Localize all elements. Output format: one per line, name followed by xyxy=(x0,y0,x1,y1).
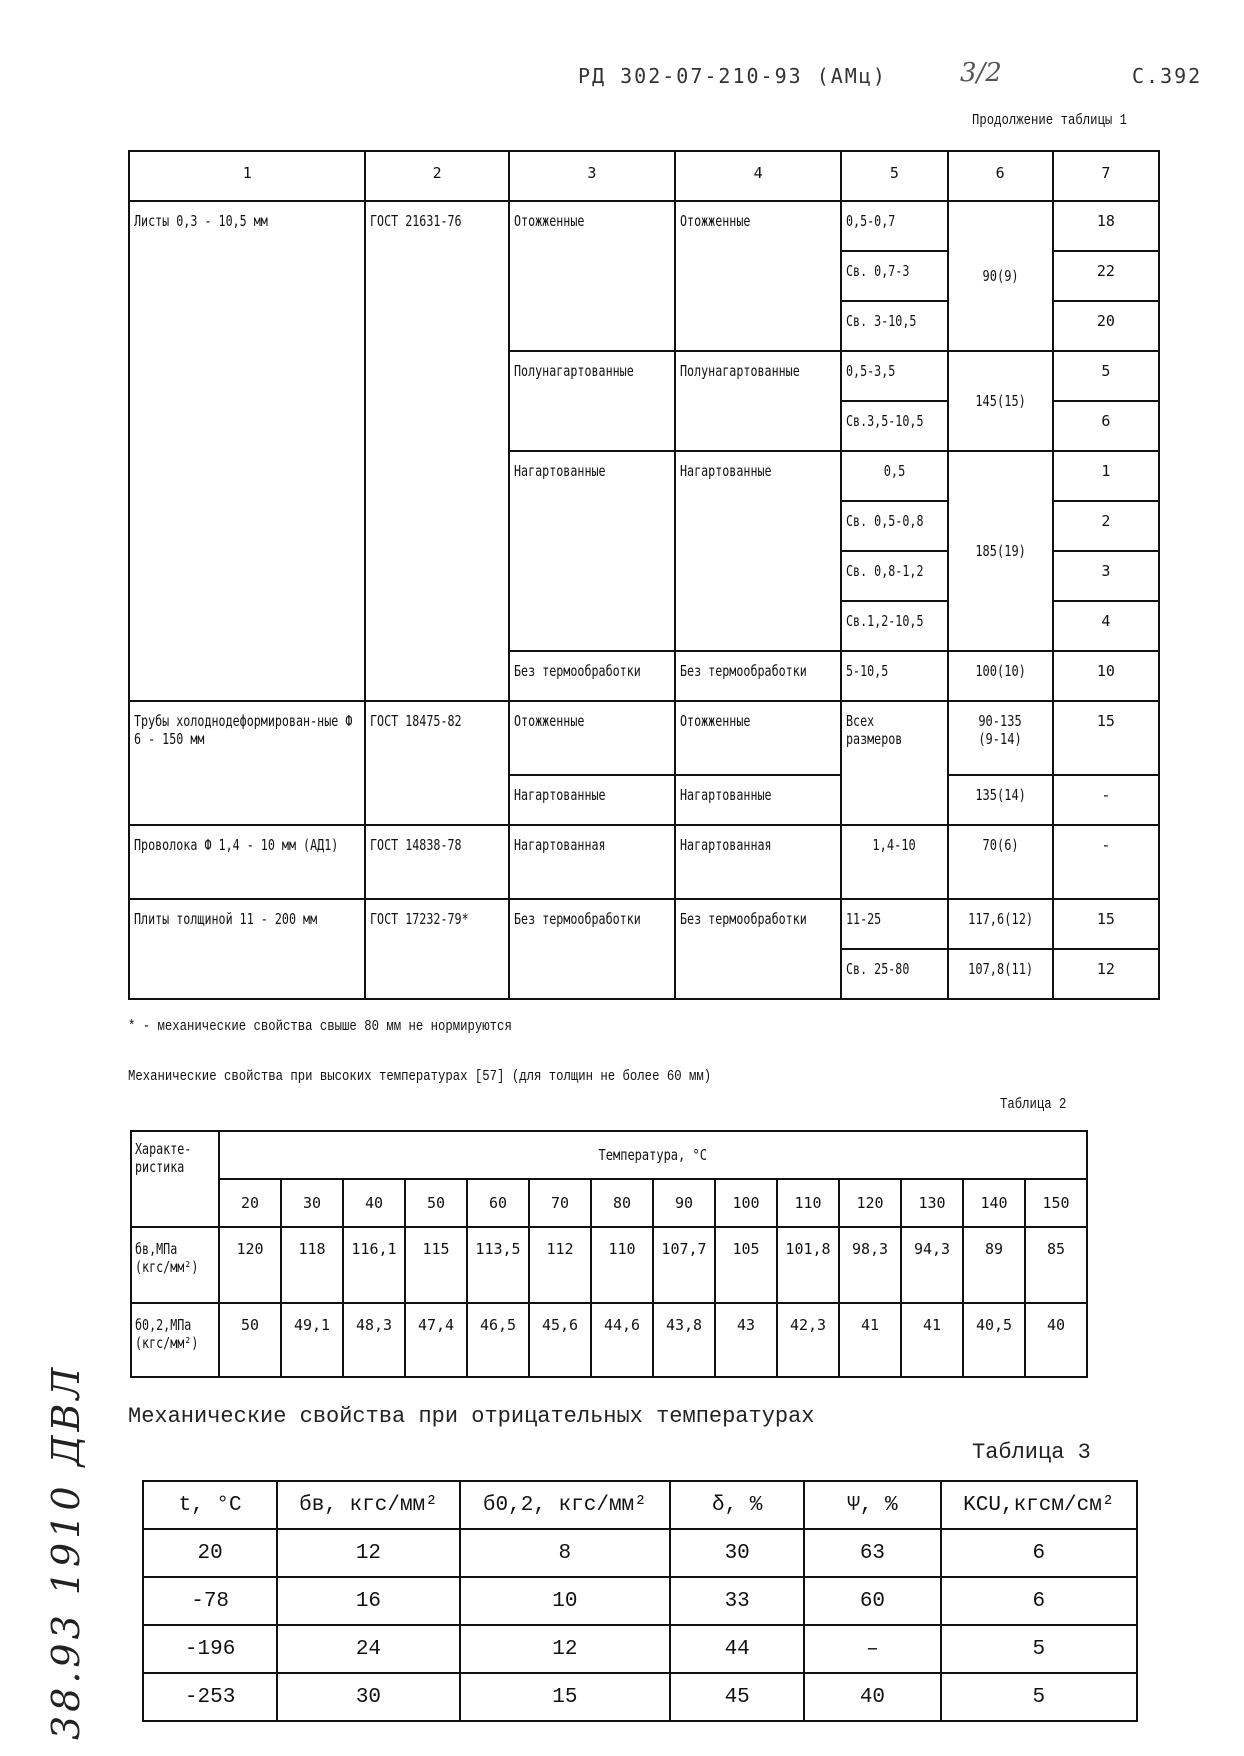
column-header: 6 xyxy=(948,151,1053,201)
elongation-cell: 15 xyxy=(1053,899,1159,949)
table2-caption: Механические свойства при высоких температурах [57] (для толщин не более 60 мм) xyxy=(128,1068,712,1085)
table-row xyxy=(129,201,1159,251)
table-row xyxy=(143,1673,1137,1721)
value-cell: 43 xyxy=(715,1303,777,1377)
value-cell: 47,4 xyxy=(405,1303,467,1377)
elongation-cell: 18 xyxy=(1053,201,1159,251)
standard-cell: ГОСТ 17232-79* xyxy=(365,899,508,999)
table-cell: – xyxy=(804,1625,940,1673)
elongation-cell: - xyxy=(1053,825,1159,899)
handwritten-margin-note: 38.93 1910 ДВЛ xyxy=(44,1363,88,1740)
table-row xyxy=(143,1625,1137,1673)
table-cell: 45 xyxy=(670,1673,804,1721)
temperature-row xyxy=(131,1179,1087,1227)
condition-cell: Полунагартованные xyxy=(509,351,675,451)
condition-cell: Без термообработки xyxy=(509,651,675,701)
table-row xyxy=(143,1529,1137,1577)
temperature-cell: 70 xyxy=(529,1179,591,1227)
thickness-cell: 11-25 xyxy=(841,899,947,949)
thickness-cell: 0,5-0,7 xyxy=(841,201,947,251)
standard-cell: ГОСТ 18475-82 xyxy=(365,701,508,825)
product-cell: Листы 0,3 - 10,5 мм xyxy=(129,201,365,701)
properties-table-1 xyxy=(128,150,1160,1000)
strength-cell: 145(15) xyxy=(948,351,1053,451)
column-header: 5 xyxy=(841,151,947,201)
thickness-cell: Св. 0,8-1,2 xyxy=(841,551,947,601)
condition-cell: Отожженные xyxy=(509,701,675,775)
temperature-cell: 120 xyxy=(839,1179,901,1227)
thickness-cell: Св. 3-10,5 xyxy=(841,301,947,351)
temperature-cell: 150 xyxy=(1025,1179,1087,1227)
strength-cell: 117,6(12) xyxy=(948,899,1053,949)
thickness-cell: 0,5-3,5 xyxy=(841,351,947,401)
value-cell: 116,1 xyxy=(343,1227,405,1303)
condition-cell: Без термообработки xyxy=(509,899,675,999)
table2-label: Таблица 2 xyxy=(1000,1096,1067,1113)
table-cell: 24 xyxy=(277,1625,459,1673)
table-cell: 5 xyxy=(941,1625,1137,1673)
standard-cell: ГОСТ 14838-78 xyxy=(365,825,508,899)
value-cell: 112 xyxy=(529,1227,591,1303)
table-cell: 44 xyxy=(670,1625,804,1673)
group-header-cell: Температура, °С xyxy=(219,1131,1087,1179)
elongation-cell: 5 xyxy=(1053,351,1159,401)
product-cell: Проволока Ф 1,4 - 10 мм (АД1) xyxy=(129,825,365,899)
value-cell: 98,3 xyxy=(839,1227,901,1303)
thickness-cell: Св.1,2-10,5 xyxy=(841,601,947,651)
temperature-cell: 100 xyxy=(715,1179,777,1227)
condition-cell: Полунагартованные xyxy=(675,351,841,451)
standard-cell: ГОСТ 21631-76 xyxy=(365,201,508,701)
table-row xyxy=(129,899,1159,949)
column-header: б0,2, кгс/мм² xyxy=(460,1481,670,1529)
strength-cell: 135(14) xyxy=(948,775,1053,825)
condition-cell: Нагартованные xyxy=(675,775,841,825)
elongation-cell: 2 xyxy=(1053,501,1159,551)
table-row xyxy=(143,1577,1137,1625)
row-header-cell: Характе-ристика xyxy=(131,1131,219,1227)
handwritten-mark: 3/2 xyxy=(960,58,1002,88)
value-cell: 45,6 xyxy=(529,1303,591,1377)
value-cell: 41 xyxy=(901,1303,963,1377)
table-header-row xyxy=(129,151,1159,201)
table-cell: 8 xyxy=(460,1529,670,1577)
table-cell: 60 xyxy=(804,1577,940,1625)
temperature-cell: 40 xyxy=(343,1179,405,1227)
column-header: t, °C xyxy=(143,1481,277,1529)
temperature-cell: 30 xyxy=(281,1179,343,1227)
value-cell: 107,7 xyxy=(653,1227,715,1303)
column-header: 1 xyxy=(129,151,365,201)
value-cell: 46,5 xyxy=(467,1303,529,1377)
condition-cell: Без термообработки xyxy=(675,651,841,701)
value-cell: 43,8 xyxy=(653,1303,715,1377)
temperature-cell: 140 xyxy=(963,1179,1025,1227)
condition-cell: Нагартованная xyxy=(509,825,675,899)
elongation-cell: 3 xyxy=(1053,551,1159,601)
table-row xyxy=(131,1303,1087,1377)
product-cell: Трубы холоднодеформирован-ные Ф 6 - 150 мм xyxy=(129,701,365,825)
table3-caption: Механические свойства при отрицательных температурах xyxy=(128,1404,815,1429)
document-code: РД 302-07-210-93 (АМц) xyxy=(578,64,887,88)
table-cell: 10 xyxy=(460,1577,670,1625)
characteristic-cell: бв,МПа (кгс/мм²) xyxy=(131,1227,219,1303)
low-temperature-table xyxy=(142,1480,1138,1722)
high-temperature-table xyxy=(130,1130,1088,1378)
strength-cell: 100(10) xyxy=(948,651,1053,701)
table-cell: 20 xyxy=(143,1529,277,1577)
condition-cell: Отожженные xyxy=(675,701,841,775)
value-cell: 118 xyxy=(281,1227,343,1303)
thickness-cell: Св.3,5-10,5 xyxy=(841,401,947,451)
table-cell: 5 xyxy=(941,1673,1137,1721)
temperature-cell: 90 xyxy=(653,1179,715,1227)
elongation-cell: 6 xyxy=(1053,401,1159,451)
column-header: δ, % xyxy=(670,1481,804,1529)
thickness-cell: 1,4-10 xyxy=(841,825,947,899)
temperature-cell: 130 xyxy=(901,1179,963,1227)
elongation-cell: 12 xyxy=(1053,949,1159,999)
table-cell: 40 xyxy=(804,1673,940,1721)
value-cell: 94,3 xyxy=(901,1227,963,1303)
column-header: 3 xyxy=(509,151,675,201)
value-cell: 44,6 xyxy=(591,1303,653,1377)
thickness-cell: Св. 0,7-3 xyxy=(841,251,947,301)
value-cell: 40,5 xyxy=(963,1303,1025,1377)
value-cell: 113,5 xyxy=(467,1227,529,1303)
table-cell: 33 xyxy=(670,1577,804,1625)
table-cell: 30 xyxy=(277,1673,459,1721)
strength-cell: 90-135 (9-14) xyxy=(948,701,1053,775)
column-header: 4 xyxy=(675,151,841,201)
table-cell: 12 xyxy=(460,1625,670,1673)
elongation-cell: 1 xyxy=(1053,451,1159,501)
temperature-cell: 80 xyxy=(591,1179,653,1227)
table-cell: 30 xyxy=(670,1529,804,1577)
elongation-cell: 10 xyxy=(1053,651,1159,701)
elongation-cell: 4 xyxy=(1053,601,1159,651)
value-cell: 105 xyxy=(715,1227,777,1303)
table-cell: 15 xyxy=(460,1673,670,1721)
value-cell: 50 xyxy=(219,1303,281,1377)
continuation-label: Продолжение таблицы 1 xyxy=(972,112,1128,129)
table-cell: -78 xyxy=(143,1577,277,1625)
table3-label: Таблица 3 xyxy=(972,1440,1091,1465)
condition-cell: Нагартованная xyxy=(675,825,841,899)
column-header: 2 xyxy=(365,151,508,201)
temperature-cell: 50 xyxy=(405,1179,467,1227)
table-cell: 63 xyxy=(804,1529,940,1577)
condition-cell: Без термообработки xyxy=(675,899,841,999)
strength-cell: 70(6) xyxy=(948,825,1053,899)
column-header: 7 xyxy=(1053,151,1159,201)
column-header: KCU,кгсм/см² xyxy=(941,1481,1137,1529)
strength-cell: 185(19) xyxy=(948,451,1053,651)
column-header: Ψ, % xyxy=(804,1481,940,1529)
elongation-cell: 22 xyxy=(1053,251,1159,301)
table-cell: -253 xyxy=(143,1673,277,1721)
temperature-cell: 20 xyxy=(219,1179,281,1227)
elongation-cell: 15 xyxy=(1053,701,1159,775)
value-cell: 42,3 xyxy=(777,1303,839,1377)
value-cell: 48,3 xyxy=(343,1303,405,1377)
characteristic-cell: б0,2,МПа (кгс/мм²) xyxy=(131,1303,219,1377)
temperature-cell: 110 xyxy=(777,1179,839,1227)
thickness-cell: Св. 0,5-0,8 xyxy=(841,501,947,551)
table-cell: 16 xyxy=(277,1577,459,1625)
condition-cell: Нагартованные xyxy=(675,451,841,651)
value-cell: 89 xyxy=(963,1227,1025,1303)
table-cell: 6 xyxy=(941,1529,1137,1577)
thickness-cell: 0,5 xyxy=(841,451,947,501)
temperature-cell: 60 xyxy=(467,1179,529,1227)
column-header: бв, кгс/мм² xyxy=(277,1481,459,1529)
condition-cell: Отожженные xyxy=(509,201,675,351)
value-cell: 40 xyxy=(1025,1303,1087,1377)
thickness-cell: Св. 25-80 xyxy=(841,949,947,999)
table-row xyxy=(131,1227,1087,1303)
elongation-cell: 20 xyxy=(1053,301,1159,351)
elongation-cell: - xyxy=(1053,775,1159,825)
condition-cell: Нагартованные xyxy=(509,451,675,651)
value-cell: 110 xyxy=(591,1227,653,1303)
strength-cell: 107,8(11) xyxy=(948,949,1053,999)
table-header-row xyxy=(131,1131,1087,1179)
value-cell: 85 xyxy=(1025,1227,1087,1303)
condition-cell: Нагартованные xyxy=(509,775,675,825)
table-header-row xyxy=(143,1481,1137,1529)
table-row xyxy=(129,701,1159,775)
table-cell: 6 xyxy=(941,1577,1137,1625)
page-number: С.392 xyxy=(1132,64,1203,88)
condition-cell: Отожженные xyxy=(675,201,841,351)
table-cell: 12 xyxy=(277,1529,459,1577)
thickness-cell: 5-10,5 xyxy=(841,651,947,701)
footnote: * - механические свойства свыше 80 мм не нормируются xyxy=(128,1018,512,1035)
value-cell: 49,1 xyxy=(281,1303,343,1377)
table-row xyxy=(129,825,1159,899)
value-cell: 120 xyxy=(219,1227,281,1303)
strength-cell: 90(9) xyxy=(948,201,1053,351)
value-cell: 41 xyxy=(839,1303,901,1377)
product-cell: Плиты толщиной 11 - 200 мм xyxy=(129,899,365,999)
table-cell: -196 xyxy=(143,1625,277,1673)
value-cell: 101,8 xyxy=(777,1227,839,1303)
value-cell: 115 xyxy=(405,1227,467,1303)
thickness-cell: Всех размеров xyxy=(841,701,947,825)
